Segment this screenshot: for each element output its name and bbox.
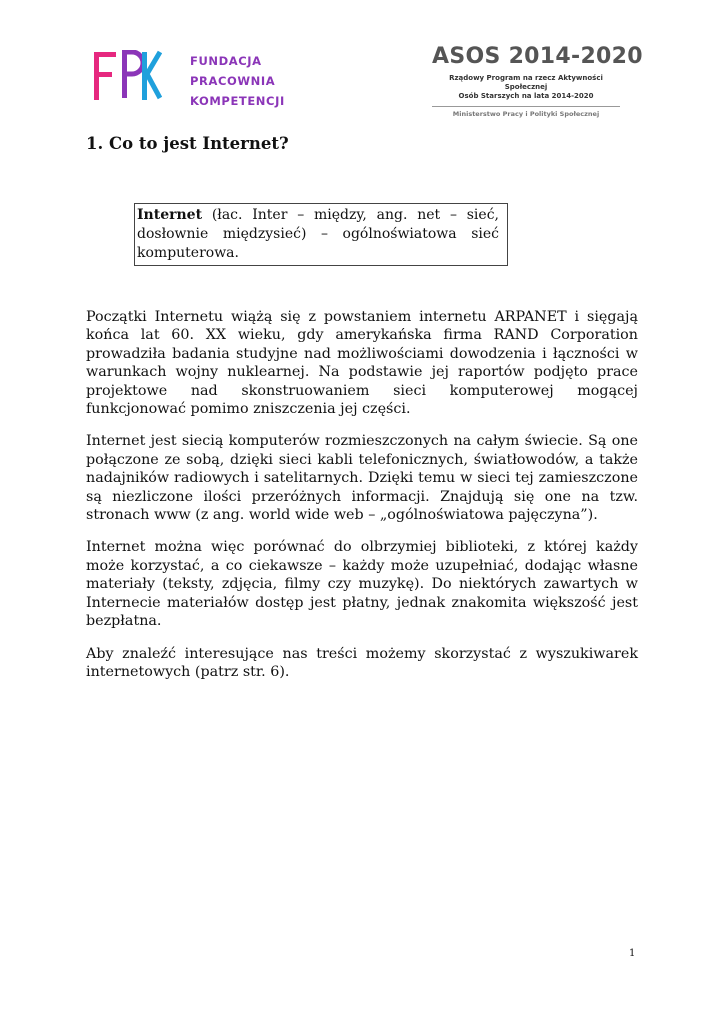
asos-logo xyxy=(432,44,643,118)
asos-subtitle-line-2: Osób Starszych na lata 2014-2020 xyxy=(458,92,594,100)
page-title: 1. Co to jest Internet? xyxy=(86,134,289,153)
page-number: 1 xyxy=(629,948,636,959)
definition-term: Internet xyxy=(137,207,203,223)
paragraph-1: Początki Internetu wiążą się z powstaniem internetu ARPANET i sięgają końca lat 60. XX wieku, gdy amerykańska firma RAND Corporation prowadziła badania studyjne nad możliwościami dowodzenia i łączności w warunkach wojny nuklearnej. Na podstawie jej raportów podjęto prace projektowe nad skonstruowaniem sieci komputerowej mogącej funkcjonować pomimo zniszczenia jej części. xyxy=(86,309,638,418)
asos-subtitle xyxy=(432,74,620,101)
definition-box xyxy=(134,203,508,266)
definition-text: (łac. Inter – między, ang. net – sieć, dosłownie międzysieć) – ogólnoświatowa sieć komputerowa. xyxy=(137,207,499,261)
fpk-logo-text xyxy=(190,51,285,111)
body-text xyxy=(86,308,638,695)
fpk-logo-line-1: FUNDACJA xyxy=(190,54,262,68)
asos-subtitle-line-1: Rządowy Program na rzecz Aktywności Społecznej xyxy=(449,74,603,91)
fpk-logo-icon xyxy=(92,50,162,102)
asos-divider xyxy=(432,106,620,107)
page-header xyxy=(0,0,724,120)
paragraph-3: Internet można więc porównać do olbrzymiej biblioteki, z której każdy może korzystać, a co ciekawsze – każdy może uzupełniać, dodając własne materiały (teksty, zdjęcia, filmy czy muzykę). Do niektórych zawartych w Internecie materiałów dostęp jest płatny, jednak znakomita większość jest bezpłatna. xyxy=(86,539,638,630)
fpk-logo-line-3: KOMPETENCJI xyxy=(190,94,285,108)
paragraph-2: Internet jest siecią komputerów rozmieszczonych na całym świecie. Są one połączone ze sobą, dzięki sieci kabli telefonicznych, światłowodów, a także nadajników radiowych i satelitarnych. Dzięki temu w sieci tej zamieszczone są niezliczone ilości przeróżnych informacji. Znajdują się one na tzw. stronach www (z ang. world wide web – „ogólnoświatowa pajęczyna”). xyxy=(86,433,638,524)
ministry-label: Ministerstwo Pracy i Polityki Społecznej xyxy=(452,110,600,118)
paragraph-4: Aby znaleźć interesujące nas treści możemy skorzystać z wyszukiwarek internetowych (patrz str. 6). xyxy=(86,645,638,680)
fpk-logo-line-2: PRACOWNIA xyxy=(190,74,276,88)
asos-title: ASOS 2014-2020 xyxy=(432,44,643,69)
